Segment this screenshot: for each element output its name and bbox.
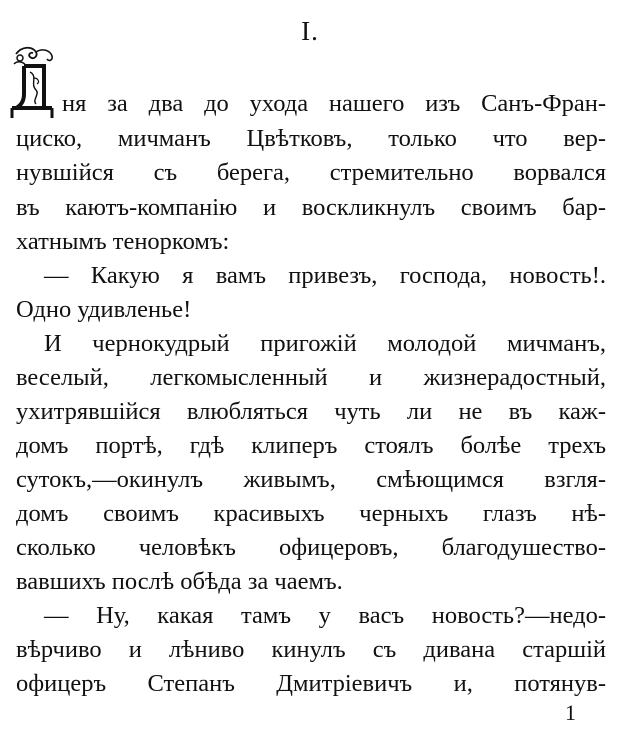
text-line: въ каютъ-компанію и воскликнулъ своимъ бар- bbox=[16, 194, 606, 221]
text-line: сутокъ,—окинулъ живымъ, смѣющимся взгля- bbox=[16, 466, 606, 493]
chapter-heading: I. bbox=[301, 16, 319, 46]
text-line: — Ну, какая тамъ у васъ новость?—недо- bbox=[44, 602, 606, 629]
text-line: ухитрявшійся влюбляться чуть ли не въ каж- bbox=[16, 398, 606, 425]
text-line: сколько человѣкъ офицеровъ, благодушество- bbox=[16, 534, 606, 561]
text-line: нувшійся съ берега, стремительно ворвался bbox=[16, 159, 606, 186]
page-number: 1 bbox=[565, 700, 576, 725]
text-line: циско, мичманъ Цвѣтковъ, только что вер- bbox=[16, 125, 606, 152]
text-line: домъ своимъ красивыхъ черныхъ глазъ нѣ- bbox=[16, 500, 606, 527]
text-line: вавшихъ послѣ обѣда за чаемъ. bbox=[16, 568, 343, 595]
text-line: домъ портѣ, гдѣ клиперъ стоялъ болѣе трехъ bbox=[16, 432, 606, 459]
text-line: хатнымъ теноркомъ: bbox=[16, 228, 230, 255]
text-line: ня за два до ухода нашего изъ Санъ-Фран- bbox=[62, 90, 606, 117]
text-line: — Какую я вамъ привезъ, господа, новость!. bbox=[44, 262, 606, 289]
text-line: офицеръ Степанъ Дмитріевичъ и, потянув- bbox=[16, 670, 606, 697]
ornamental-drop-cap bbox=[8, 44, 58, 122]
text-line: Одно удивленье! bbox=[16, 296, 192, 323]
text-line: И чернокудрый пригожій молодой мичманъ, bbox=[44, 330, 606, 357]
text-line: вѣрчиво и лѣниво кинулъ съ дивана старшій bbox=[16, 636, 606, 663]
text-line: веселый, легкомысленный и жизнерадостный, bbox=[16, 364, 606, 391]
